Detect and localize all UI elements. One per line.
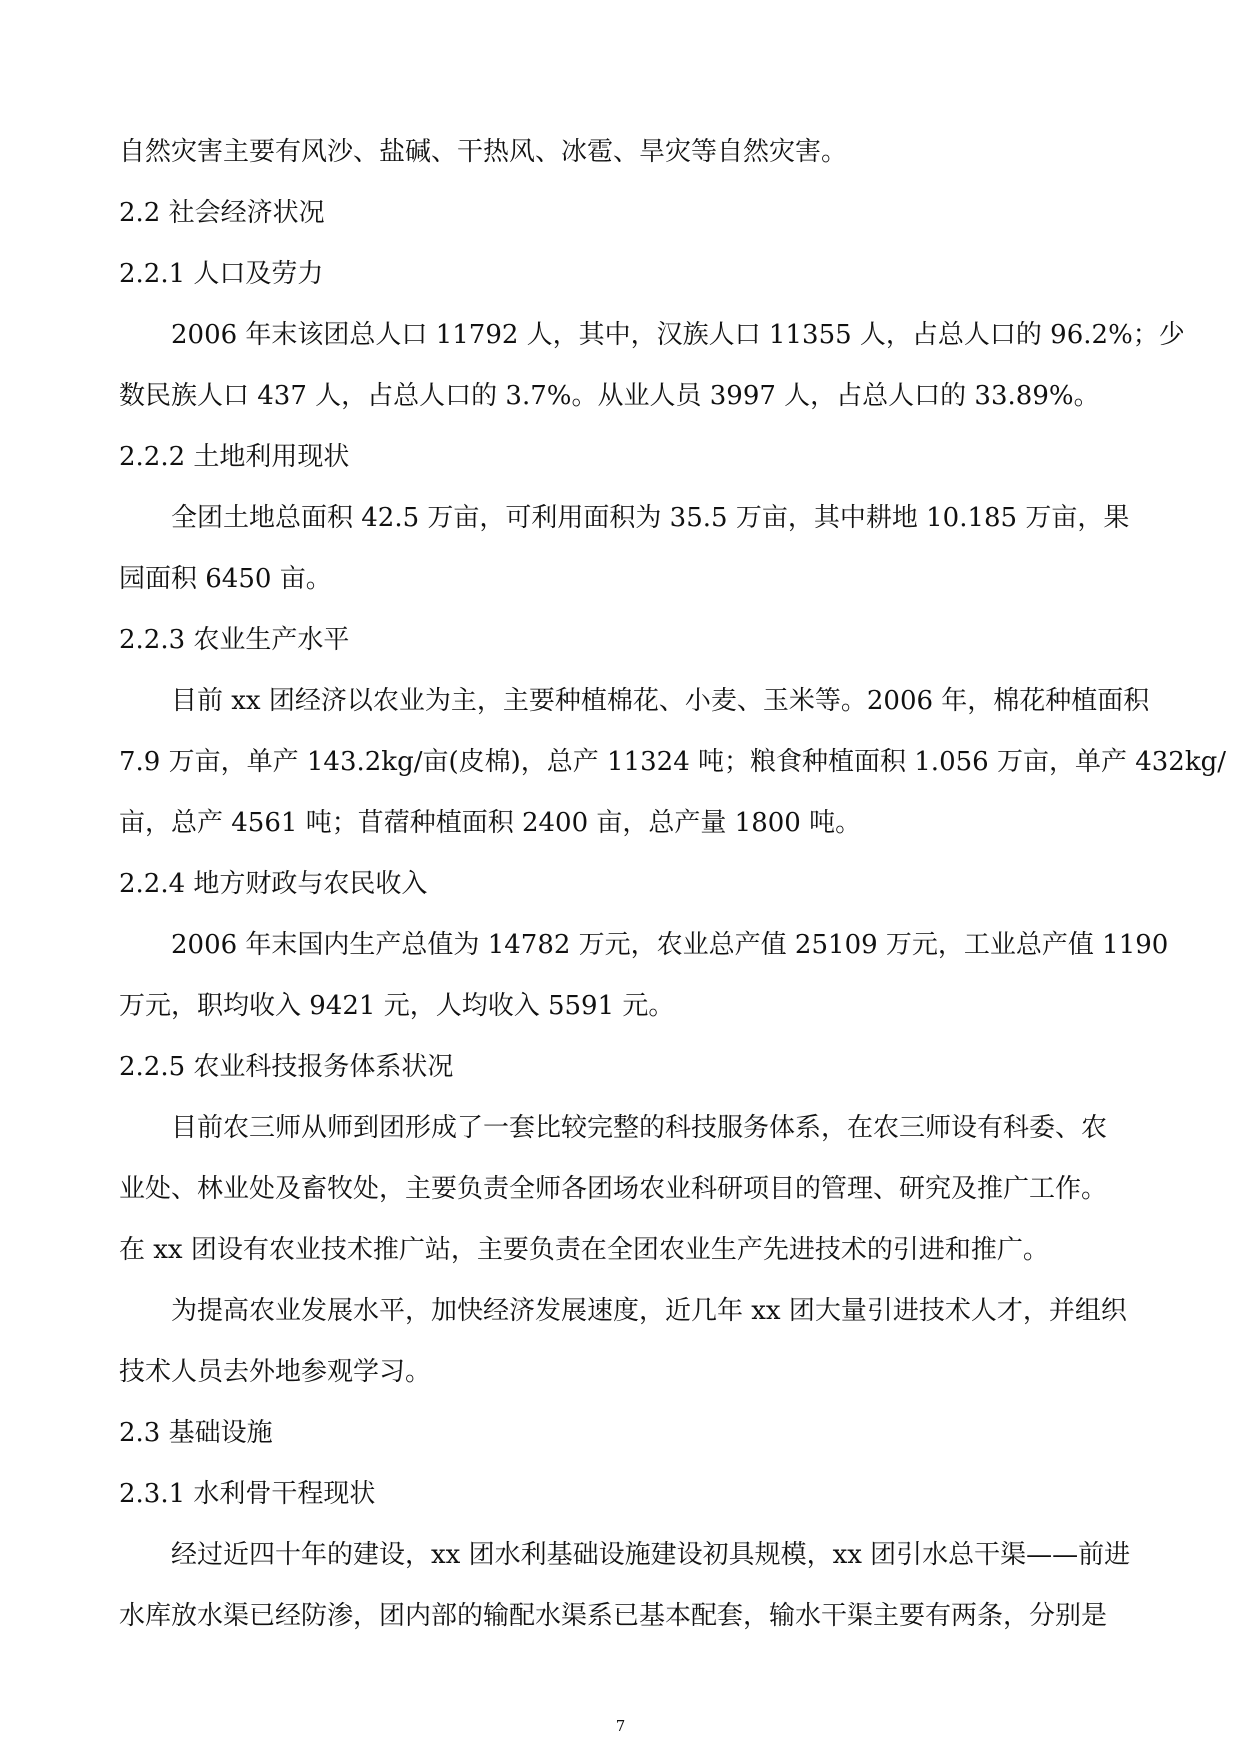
section-heading: 2.2.1 人口及劳力 [119,259,324,289]
section-heading: 2.3.1 水利骨干程现状 [119,1479,376,1509]
text-line: 7.9 万亩，单产 143.2kg/亩(皮棉)，总产 11324 吨；粮食种植面积 1.056 万亩，单产 432kg/ [119,747,1227,777]
page-body [119,122,1227,1647]
paragraph-first-line: 目前农三师从师到团形成了一套比较完整的科技服务体系，在农三师设有科委、农 [171,1113,1108,1143]
text-line: 技术人员去外地参观学习。 [119,1357,432,1387]
paragraph-first-line: 经过近四十年的建设，xx 团水利基础设施建设初具规模，xx 团引水总干渠——前进 [171,1540,1131,1570]
section-heading: 2.2.3 农业生产水平 [119,625,350,655]
text-line: 万元，职均收入 9421 元，人均收入 5591 元。 [119,991,675,1021]
section-heading: 2.2.5 农业科技报务体系状况 [119,1052,454,1082]
section-heading: 2.2 社会经济状况 [119,198,325,228]
paragraph-first-line: 全团土地总面积 42.5 万亩，可利用面积为 35.5 万亩，其中耕地 10.185 万亩，果 [171,503,1130,533]
paragraph-first-line: 2006 年末国内生产总值为 14782 万元，农业总产值 25109 万元，工业总产值 1190 [171,930,1169,960]
text-line: 自然灾害主要有风沙、盐碱、干热风、冰雹、旱灾等自然灾害。 [119,137,848,167]
text-line: 水库放水渠已经防渗，团内部的输配水渠系已基本配套，输水干渠主要有两条，分别是 [119,1601,1108,1631]
paragraph-first-line: 目前 xx 团经济以农业为主，主要种植棉花、小麦、玉米等。2006 年，棉花种植面积 [171,686,1150,716]
section-heading: 2.2.2 土地利用现状 [119,442,350,472]
section-heading: 2.2.4 地方财政与农民收入 [119,869,428,899]
page-number: 7 [615,1717,626,1735]
paragraph-first-line: 为提高农业发展水平，加快经济发展速度，近几年 xx 团大量引进技术人才，并组织 [171,1296,1127,1326]
section-heading: 2.3 基础设施 [119,1418,273,1448]
text-line: 业处、林业处及畜牧处，主要负责全师各团场农业科研项目的管理、研究及推广工作。 [119,1174,1108,1204]
text-line: 亩，总产 4561 吨；苜蓿种植面积 2400 亩，总产量 1800 吨。 [119,808,862,838]
text-line: 数民族人口 437 人，占总人口的 3.7%。从业人员 3997 人，占总人口的 33.89%。 [119,381,1100,411]
paragraph-first-line: 2006 年末该团总人口 11792 人，其中，汉族人口 11355 人，占总人口的 96.2%；少 [171,320,1185,350]
text-line: 园面积 6450 亩。 [119,564,332,594]
text-line: 在 xx 团设有农业技术推广站，主要负责在全团农业生产先进技术的引进和推广。 [119,1235,1049,1265]
